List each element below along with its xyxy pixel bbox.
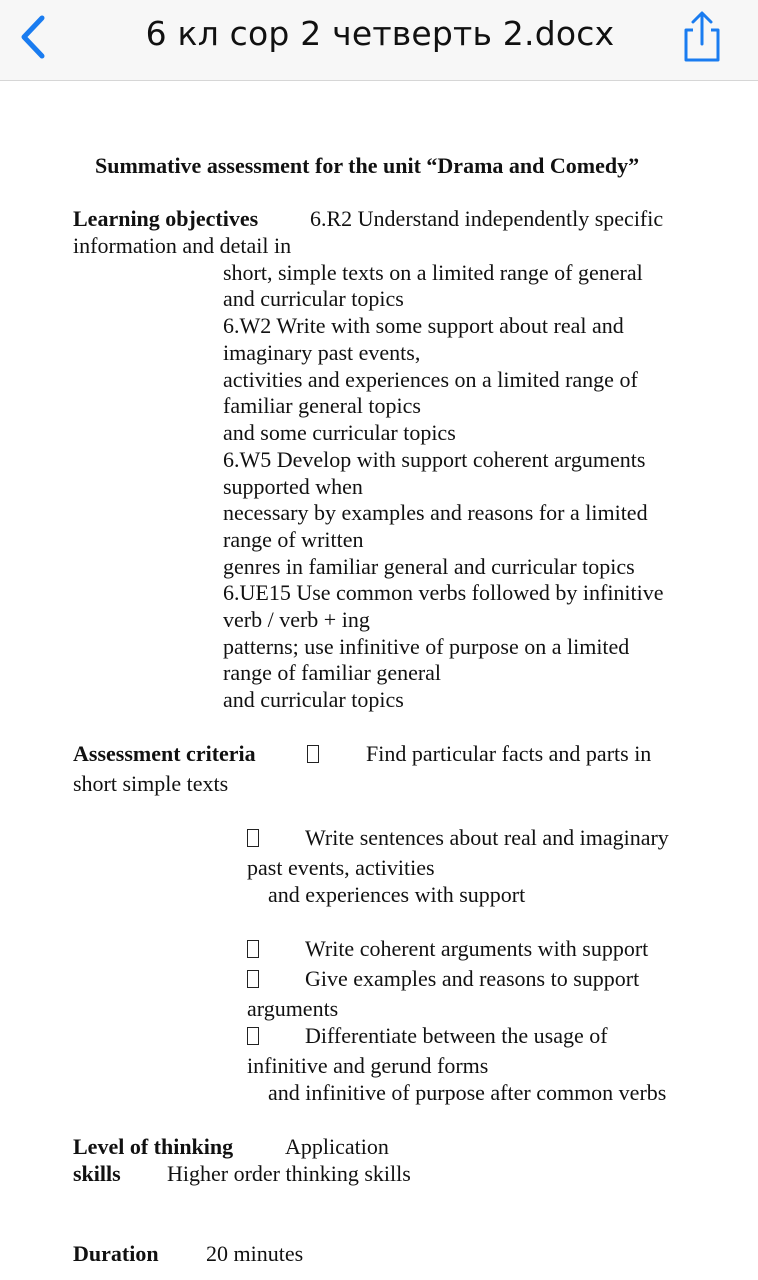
- objective-line: supported when: [223, 474, 363, 499]
- objective-line: and some curricular topics: [223, 420, 456, 445]
- share-button[interactable]: [680, 10, 724, 64]
- level-of-thinking-value: Application: [285, 1134, 389, 1159]
- document-heading: Summative assessment for the unit “Drama and Comedy”: [95, 153, 640, 178]
- objective-line: and curricular topics: [223, 286, 404, 311]
- objective-line: familiar general topics: [223, 393, 421, 418]
- objective-line: and curricular topics: [223, 687, 404, 712]
- back-button[interactable]: [14, 12, 54, 62]
- objective-line: patterns; use infinitive of purpose on a limited: [223, 634, 630, 659]
- missing-glyph-icon: [247, 940, 259, 958]
- objective-line: necessary by examples and reasons for a limited: [223, 500, 648, 525]
- learning-objectives-label: Learning objectives: [73, 206, 259, 231]
- objective-line: range of familiar general: [223, 660, 442, 685]
- objective-line: imaginary past events,: [223, 340, 421, 365]
- missing-glyph-icon: [247, 829, 259, 847]
- document-page[interactable]: [0, 81, 758, 1280]
- objective-line: 6.W2 Write with some support about real and: [223, 313, 624, 338]
- criteria-line: Find particular facts and parts in: [366, 741, 652, 766]
- objective-line: activities and experiences on a limited range of: [223, 367, 638, 392]
- objective-line: verb / verb + ing: [223, 607, 370, 632]
- objective-line: information and detail in: [73, 233, 292, 258]
- objective-line: genres in familiar general and curricular topics: [223, 554, 635, 579]
- assessment-criteria-label: Assessment criteria: [73, 741, 256, 766]
- missing-glyph-icon: [247, 1027, 259, 1045]
- objective-line: short, simple texts on a limited range of general: [223, 260, 643, 285]
- criteria-line: and experiences with support: [268, 882, 526, 907]
- navigation-bar: [0, 0, 758, 81]
- missing-glyph-icon: [307, 745, 319, 763]
- criteria-line: Differentiate between the usage of: [305, 1023, 608, 1048]
- missing-glyph-icon: [247, 970, 259, 988]
- criteria-line: Write sentences about real and imaginary: [305, 825, 669, 850]
- criteria-line: infinitive and gerund forms: [247, 1053, 489, 1078]
- share-icon: [680, 10, 724, 64]
- criteria-line: Write coherent arguments with support: [305, 936, 649, 961]
- level-of-thinking-value: Higher order thinking skills: [167, 1161, 411, 1186]
- criteria-line: arguments: [247, 996, 339, 1021]
- document-title: 6 кл сор 2 четверть 2.docx: [145, 14, 615, 53]
- objective-line: 6.UE15 Use common verbs followed by infinitive: [223, 580, 664, 605]
- duration-value: 20 minutes: [206, 1241, 304, 1266]
- level-of-thinking-label: skills: [73, 1161, 121, 1186]
- objective-line: range of written: [223, 527, 364, 552]
- level-of-thinking-label: Level of thinking: [73, 1134, 234, 1159]
- criteria-line: short simple texts: [73, 771, 229, 796]
- criteria-line: past events, activities: [247, 855, 435, 880]
- criteria-line: Give examples and reasons to support: [305, 966, 640, 991]
- chevron-left-icon: [14, 12, 54, 62]
- objective-line: 6.W5 Develop with support coherent arguments: [223, 447, 646, 472]
- criteria-line: and infinitive of purpose after common verbs: [268, 1080, 667, 1105]
- duration-label: Duration: [73, 1241, 159, 1266]
- objective-line: 6.R2 Understand independently specific: [310, 206, 664, 231]
